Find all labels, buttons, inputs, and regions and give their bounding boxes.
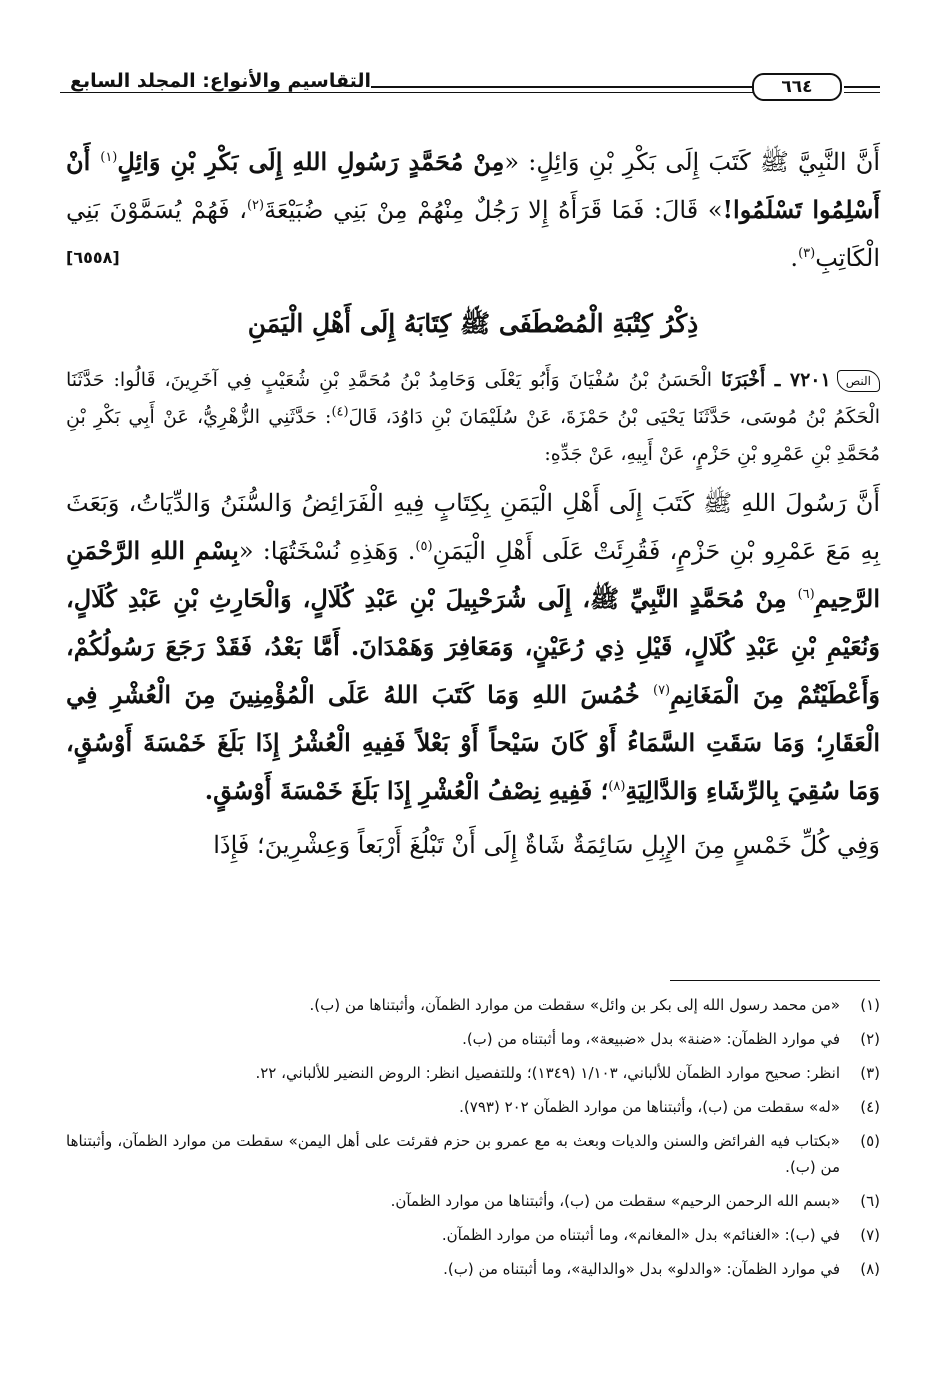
text-run-bold: بِسْمِ اللهِ الرَّحْمَنِ الرَّحِيمِ — [66, 536, 880, 613]
footnote-text: «من محمد رسول الله إلى بكر بن وائل» سقطت من موارد الظمآن، وأثبتناها من (ب). — [309, 996, 840, 1014]
volume-title: التقاسيم والأنواع: المجلد السابع — [60, 70, 371, 92]
footnote-number: (٦) — [860, 1192, 880, 1210]
text-run-bold: ؛ فَفِيهِ نِصْفُ الْعُشْرِ إِذَا بَلَغَ خَمْسَةَ أَوْسُقٍ. — [204, 776, 609, 805]
footnote-marker: (٦) — [797, 587, 815, 602]
header-rule — [844, 92, 880, 93]
footnote-marker: (٤) — [331, 404, 349, 420]
footnote-text: في موارد الظمآن: «ضنة» بدل «ضبيعة»، وما أثبتناه من (ب). — [462, 1030, 840, 1048]
hadith-text-continued: وَفِي كُلِّ خَمْسٍ مِنَ الإِبِلِ سَائِمَةٌ شَاةٌ إِلَى أَنْ تَبْلُغَ أَرْبَعاً وَعِشْرِينَ؛ فَإِذَا — [213, 831, 880, 859]
page-number: ٦٦٤ — [752, 73, 842, 101]
footnote-number: (١) — [860, 996, 880, 1014]
footnote-item — [66, 1128, 880, 1180]
footnote-item — [66, 1060, 880, 1086]
footnote-item — [66, 1026, 880, 1052]
footnote-text: «بسم الله الرحمن الرحيم» سقطت من (ب)، وأثبتناها من موارد الظمآن. — [390, 1192, 840, 1210]
footnote-number: (٣) — [860, 1064, 880, 1082]
text-run: . — [790, 244, 799, 272]
footnote-marker: (٧) — [652, 683, 671, 698]
footnotes — [66, 992, 880, 1290]
footnote-text: «بكتاب فيه الفرائض والسنن والديات وبعث به مع عمرو بن حزم فقرئت على أهل اليمن» سقطت من موارد الظمآن، وأثبتناها من (ب). — [66, 1132, 840, 1176]
text-run: . وَهَذِهِ نُسْخَتُهَا: « — [238, 537, 416, 565]
footnote-marker: (١) — [100, 150, 118, 165]
footnote-separator — [670, 980, 880, 981]
hadith-badge: النص — [837, 370, 880, 392]
footnote-text: في (ب): «الغنائم» بدل «المغانم»، وما أثبتناه من موارد الظمآن. — [441, 1226, 840, 1244]
footnote-text: في موارد الظمآن: «والدلو» بدل «والدالية»، وما أثبتناه من (ب). — [443, 1260, 840, 1278]
hadith-text — [66, 479, 880, 815]
text-run-bold: أَنْ أَسْلِمُوا تَسْلَمُوا! — [66, 147, 880, 224]
footnote-item — [66, 1094, 880, 1120]
isnad-chain — [66, 362, 880, 473]
main-text — [66, 138, 880, 869]
footnote-number: (٧) — [860, 1226, 880, 1244]
running-header — [60, 68, 880, 108]
footnote-text: انظر: صحيح موارد الظمآن للألباني، ١/١٠٣ (١٣٤٩)؛ وللتفصيل انظر: الروض النضير للألباني، ٢٢. — [255, 1064, 840, 1082]
section-title: ذِكْرُ كِتْبَةِ الْمُصْطَفَى ﷺ كِتَابَهُ إِلَى أَهْلِ الْيَمَنِ — [247, 309, 699, 338]
hadith-text-prev — [66, 138, 880, 282]
hadith-reference: [٦٥٥٨] — [66, 248, 120, 267]
text-run: ، فَهُمْ يُسَمَّوْنَ بَنِي الْكَاتِبِ — [66, 196, 880, 272]
header-rule — [60, 92, 814, 93]
footnote-marker: (٣) — [798, 246, 816, 261]
footnote-marker: (٥) — [415, 539, 433, 554]
footnote-number: (٤) — [860, 1098, 880, 1116]
footnote-item — [66, 1222, 880, 1248]
text-run-bold: مِنْ مُحَمَّدٍ النَّبِيِّ ﷺ، إِلَى شُرَحْبِيلَ بْنِ عَبْدِ كُلَالٍ، وَالْحَارِثِ بْنِ عَبْدِ كُلَالٍ، وَنُعَيْمِ بْنِ عَبْدِ كُلَالٍ، قَيْلِ ذِي رُعَيْنٍ، وَمَعَافِرَ وَهَمْدَانَ. أَمَّا بَعْدُ، فَقَدْ رَجَعَ رَسُولُكُمْ، وَأَعْطَيْتُمْ مِنَ الْمَغَانِمِ — [66, 584, 880, 709]
text-run: أَنَّ النَّبِيَّ ﷺ كَتَبَ إِلَى بَكْرِ بْنِ وَائِلٍ: « — [504, 148, 881, 176]
footnote-text: «له» سقطت من (ب)، وأثبتناها من موارد الظمآن ٢٠٢ (٧٩٣). — [459, 1098, 840, 1116]
footnote-marker: (٢) — [246, 198, 265, 213]
text-run: أَنَّ رَسُولَ اللهِ ﷺ كَتَبَ إِلَى أَهْلِ الْيَمَنِ بِكِتَابٍ فِيهِ الْفَرَائِضُ وَالسُّنَنُ وَالدِّيَاتُ، وَبَعَثَ بِهِ مَعَ عَمْرِو بْنِ حَزْمٍ، فَقُرِئَتْ عَلَى أَهْلِ الْيَمَنِ — [66, 489, 880, 565]
footnote-number: (٢) — [860, 1030, 880, 1048]
footnote-number: (٥) — [860, 1132, 880, 1150]
footnote-item — [66, 1256, 880, 1282]
footnote-marker: (٨) — [608, 779, 626, 794]
hadith-number: ٧٢٠١ ـ أَخْبَرَنَا — [720, 369, 831, 391]
header-rule — [844, 86, 880, 88]
text-run-bold: مِنْ مُحَمَّدٍ رَسُولِ اللهِ إِلَى بَكْرِ بْنِ وَائِلٍ — [117, 147, 505, 176]
text-run: » قَالَ: فَمَا قَرَأَهُ إِلا رَجُلٌ مِنْهُمْ مِنْ بَنِي ضُبَيْعَةَ — [264, 196, 723, 224]
footnote-item — [66, 992, 880, 1018]
text-run: الْحَسَنُ بْنُ سُفْيَانَ وَأَبُو يَعْلَى وَحَامِدُ بْنُ مُحَمَّدِ بْنِ شُعَيْبٍ فِي آخَرِينَ، قَالُوا: حَدَّثَنَا الْحَكَمُ بْنُ مُوسَى، حَدَّثَنَا يَحْيَى بْنُ حَمْزَةَ، عَنْ سُلَيْمَانَ بْنِ دَاوُدَ، قَالَ — [66, 369, 880, 428]
text-run-bold: خُمُسَ اللهِ وَمَا كَتَبَ اللهُ عَلَى الْمُؤْمِنِينَ مِنَ الْعُشْرِ فِي الْعَقَارِ؛ وَمَا سَقَتِ السَّمَاءُ أَوْ كَانَ سَيْحاً أَوْ بَعْلاً فَفِيهِ الْعُشْرُ إِذَا بَلَغَ خَمْسَةَ أَوْسُقٍ، وَمَا سُقِيَ بِالرِّشَاءِ وَالدَّالِيَةِ — [66, 680, 880, 805]
text-run: : حَدَّثَنِي الزُّهْرِيُّ، عَنْ أَبِي بَكْرِ بْنِ مُحَمَّدِ بْنِ عَمْرِو بْنِ حَزْمٍ، عَنْ أَبِيهِ، عَنْ جَدِّهِ: — [66, 406, 880, 465]
footnote-item — [66, 1188, 880, 1214]
footnote-number: (٨) — [860, 1260, 880, 1278]
